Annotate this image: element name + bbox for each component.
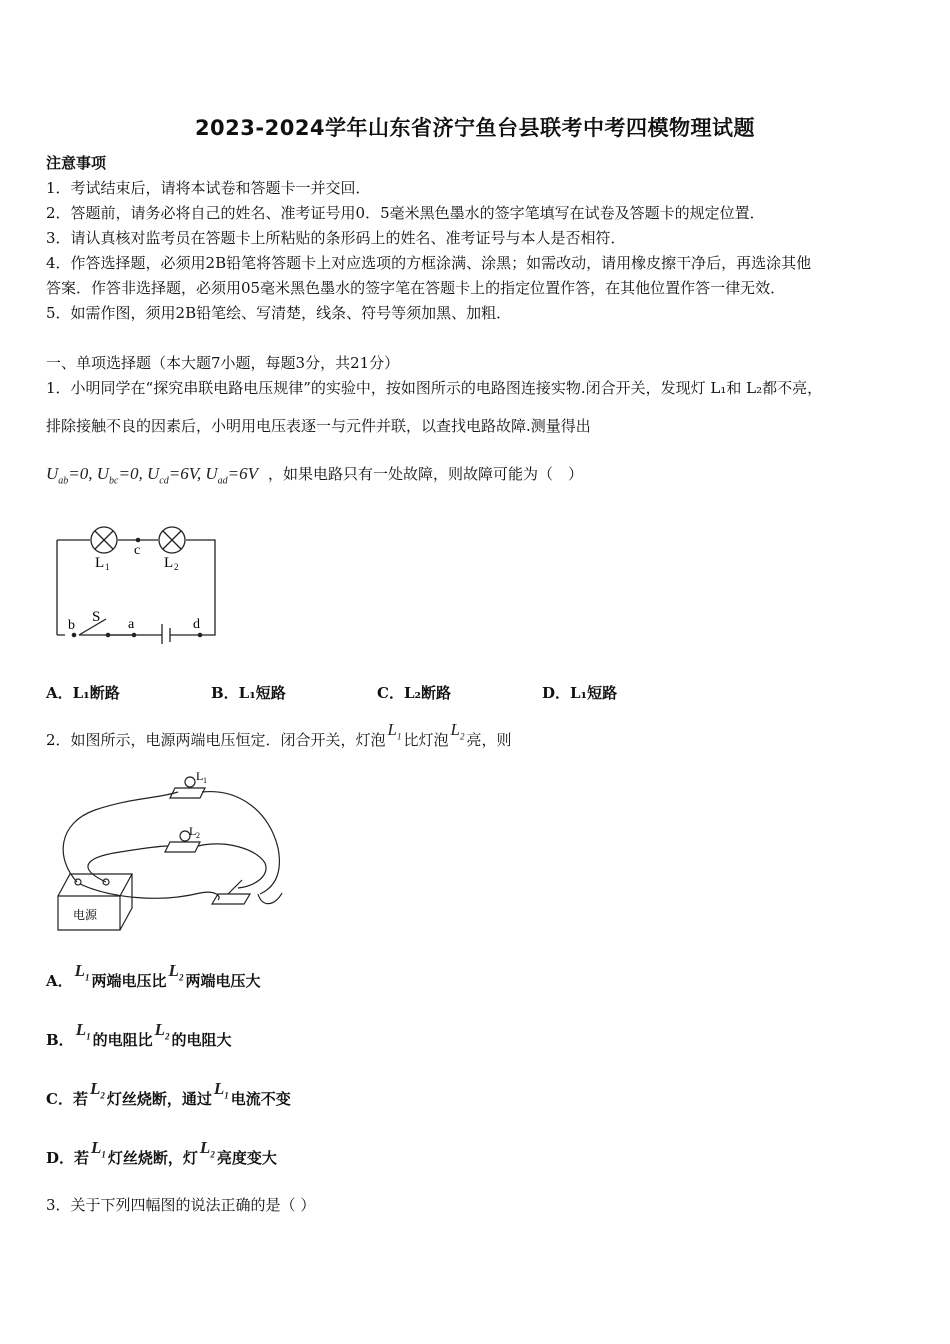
node-c-label: c: [134, 543, 141, 558]
notice-item-1: 1．考试结束后，请将本试卷和答题卡一并交回．: [46, 179, 371, 197]
notice-item-4-cont: 答案．作答非选择题，必须用05毫米黑色墨水的签字笔在答题卡上的指定位置作答，在其他位置作答一律无效．: [46, 279, 786, 297]
lamp-l1-label: L: [196, 769, 204, 783]
q2-option-a: A．$L_1$ 两端电压比$L_2$ 两端电压大: [46, 961, 261, 990]
q3-stem: 3．关于下列四幅图的说法正确的是（ ）: [46, 1196, 316, 1214]
lamp-l2-label: L: [189, 824, 197, 838]
lamp-l2-holder: [165, 842, 200, 852]
q1-option-d: D．L₁短路: [542, 684, 618, 702]
switch-s-label: S: [92, 609, 101, 625]
q1-option-a: A．L₁断路: [46, 684, 120, 702]
q1-option-c: C．L₂断路: [377, 684, 452, 702]
lamp-l2-label: L: [164, 555, 174, 571]
q1-line2: 排除接触不良的因素后，小明用电压表逐一与元件并联，以查找电路故障.测量得出: [46, 417, 591, 435]
node-a-label: a: [128, 617, 135, 632]
switch-holder: [212, 880, 250, 904]
q1-formula-tail: ，如果电路只有一处故障，则故障可能为（ ）: [267, 465, 583, 483]
lamp-l2-sub: 2: [196, 831, 200, 840]
lamp-l1-sub: 1: [105, 562, 110, 572]
wire: [88, 846, 168, 882]
q1-option-b: B．L₁短路: [211, 684, 286, 702]
wire: [63, 792, 279, 894]
q2-stem: 2．如图所示，电源两端电压恒定．闭合开关，灯泡$L_1$ 比灯泡$L_2$ 亮，则: [46, 720, 512, 749]
q1-formula: $U_{ab}=0$, $U_{bc}=0$, $U_{cd}=6V$, $U_{ad}=6V$: [46, 464, 258, 487]
notice-item-2: 2．答题前，请务必将自己的姓名、准考证号用0．5毫米黑色墨水的签字笔填写在试卷及答题卡的规定位置．: [46, 204, 765, 222]
q2-option-b: B．$L_1$ 的电阻比$L_2$ 的电阻大: [46, 1020, 232, 1049]
wire: [80, 884, 219, 900]
power-label: 电源: [73, 908, 98, 922]
notice-item-4: 4．作答选择题，必须用2B铅笔将答题卡上对应选项的方框涂满、涂黑；如需改动，请用橡皮擦干净后，再选涂其他: [46, 254, 812, 272]
wire: [258, 893, 282, 904]
lamp-l2-sub: 2: [174, 562, 179, 572]
q1-formula-row: [46, 463, 583, 486]
page-title: 2023-2024学年山东省济宁鱼台县联考中考四模物理试题: [194, 116, 756, 140]
q2-option-c: C．若$L_2$ 灯丝烧断，通过$L_1$ 电流不变: [46, 1079, 291, 1108]
notice-heading: 注意事项: [46, 154, 107, 172]
wire: [198, 844, 266, 888]
q1-circuit-diagram: [50, 520, 225, 645]
lamp-l1-sub: 1: [203, 776, 207, 785]
q2-circuit-diagram: [50, 768, 290, 933]
battery-symbol: [162, 624, 170, 644]
notice-item-3: 3．请认真核对监考员在答题卡上所粘贴的条形码上的姓名、准考证号与本人是否相符．: [46, 229, 626, 247]
q2-option-d: D．若$L_1$ 灯丝烧断，灯$L_2$ 亮度变大: [46, 1138, 277, 1167]
node-b-label: b: [68, 618, 75, 633]
section-heading: 一、单项选择题（本大题7小题，每题3分，共21分）: [46, 354, 400, 372]
q1-line1: 1．小明同学在“探究串联电路电压规律”的实验中，按如图所示的电路图连接实物.闭合开关，发现灯 L₁和 L₂都不亮，: [46, 379, 823, 397]
lamp-l1-label: L: [95, 555, 105, 571]
notice-item-5: 5．如需作图，须用2B铅笔绘、写清楚，线条、符号等须加黑、加粗．: [46, 304, 512, 322]
node-d-label: d: [193, 617, 200, 632]
